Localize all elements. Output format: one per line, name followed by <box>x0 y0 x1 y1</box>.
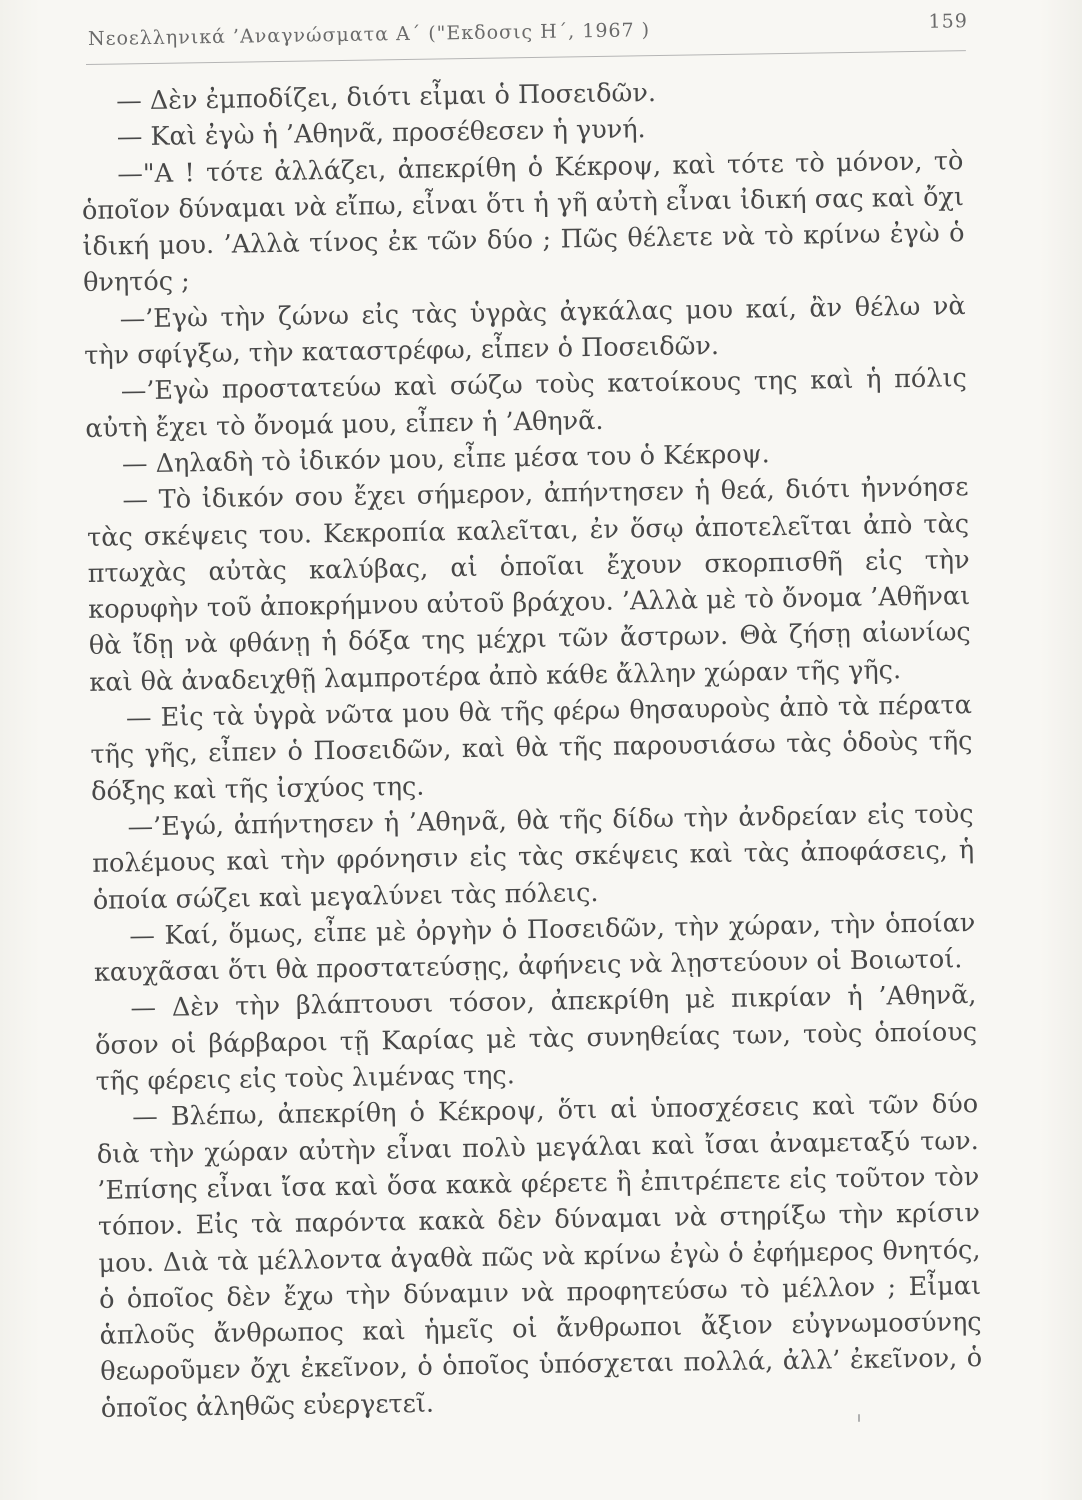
page-number: 159 <box>928 10 969 33</box>
paragraph: — Καὶ ἐγὼ ἡ ’Αθηνᾶ, προσέθεσεν ἡ γυνή. <box>116 114 646 153</box>
running-head <box>88 10 968 52</box>
paragraph: — Δὲν ἐμποδίζει, διότι εἶμαι ὁ Ποσειδῶν. <box>116 77 657 117</box>
paragraph: —’Εγώ, ἀπήντησεν ἡ ’Αθηνᾶ, θὰ τῆς δίδω τὴν ἀνδρείαν εἰς τοὺς πολέμους καὶ τὴν φρόνησιν εἰς τὰς σκέψεις καὶ τὰς ἀποφάσεις, ἡ ὁποία σώζει καὶ μεγαλύνει τὰς πόλεις. <box>92 798 975 916</box>
body-text <box>80 70 983 1424</box>
paragraph: — Δὲν τὴν βλάπτουσι τόσον, ἀπεκρίθη μὲ πικρίαν ἡ ’Αθηνᾶ, ὅσον οἱ βάρβαροι τῇ Καρίας μὲ τὰς συνηθείας των, τοὺς ὁποίους τῆς φέρεις εἰς τοὺς λιμένας της. <box>94 980 978 1097</box>
paragraph: — Εἰς τὰ ὑγρὰ νῶτα μου θὰ τῆς φέρω θησαυροὺς ἀπὸ τὰ πέρατα τῆς γῆς, εἶπεν ὁ Ποσειδῶν, καὶ θὰ τῆς παρουσιάσω τὰς ὁδοὺς τῆς δόξης καὶ τῆς ἰσχύος της. <box>90 690 973 807</box>
paper-speck <box>858 1414 860 1422</box>
paragraph: — Καί, ὅμως, εἶπε μὲ ὀργὴν ὁ Ποσειδῶν, τὴν χώραν, τὴν ὁποίαν καυχᾶσαι ὅτι θὰ προστατεύσῃς, ἀφήνεις νὰ λῃστεύουν οἱ Βοιωτοί. <box>93 907 976 989</box>
paragraph: — Δηλαδὴ τὸ ἰδικόν μου, εἶπε μέσα του ὁ Κέκροψ. <box>121 439 770 480</box>
header-rule <box>86 50 966 65</box>
paragraph: — Τὸ ἰδικόν σου ἔχει σήμερον, ἀπήντησεν ἡ θεά, διότι ἠννόησε τὰς σκέψεις του. Κεκροπία καλεῖται, ἐν ὅσῳ ἀποτελεῖται ἀπὸ τὰς πτωχὰς αὐτὰς καλύβας, αἱ ὁποῖαι ἔχουν σκορπισθῆ εἰς τὴν κορυφὴν τοῦ ἀποκρήμνου αὐτοῦ βράχου. ’Αλλὰ μὲ τὸ ὄνομα ’Αθῆναι θὰ ἴδῃ νὰ φθάνῃ ἡ δόξα της μέχρι τῶν ἄστρων. Θὰ ζήσῃ αἰωνίως καὶ θὰ ἀναδειχθῇ λαμπροτέρα ἀπὸ κάθε ἄλλην χώραν τῆς γῆς. <box>86 472 971 698</box>
paragraph: —’Εγὼ προστατεύω καὶ σώζω τοὺς κατοίκους της καὶ ἡ πόλις αὐτὴ ἔχει τὸ ὄνομά μου, εἶπεν ἡ ’Αθηνᾶ. <box>85 363 967 444</box>
paragraph: —"Α ! τότε ἀλλάζει, ἀπεκρίθη ὁ Κέκροψ, καὶ τότε τὸ μόνον, τὸ ὁποῖον δύναμαι νὰ εἴπω, εἶναι ὅτι ἡ γῆ αὐτὴ εἶναι ἰδική σας καὶ ὄχι ἰδική μου. ’Αλλὰ τίνος ἐκ τῶν δύο ; Πῶς θέλετε νὰ τὸ κρίνω ἐγὼ ὁ θνητός ; <box>81 145 965 299</box>
paragraph: — Βλέπω, ἀπεκρίθη ὁ Κέκροψ, ὅτι αἱ ὑποσχέσεις καὶ τῶν δύο διὰ τὴν χώραν αὐτὴν εἶναι πολὺ μεγάλαι καὶ ἴσαι ἀναμεταξύ των. ’Επίσης εἶναι ἴσα καὶ ὅσα κακὰ φέρετε ἢ ἐπιτρέπετε εἰς τοῦτον τὸν τόπον. Εἰς τὰ παρόντα κακὰ δὲν δύναμαι νὰ στηρίξω τὴν κρίσιν μου. Διὰ τὰ μέλλοντα ἀγαθὰ πῶς νὰ κρίνω ἐγὼ ὁ ἐφήμερος θνητός, ὁ ὁποῖος δὲν ἔχω τὴν δύναμιν νὰ προφητεύσω τὸ μέλλον ; Εἶμαι ἁπλοῦς ἄνθρωπος καὶ ἡμεῖς οἱ ἄνθρωποι ἄξιον εὐγνωμοσύνης θεωροῦμεν ὄχι ἐκεῖνον, ὁ ὁποῖος ὑπόσχεται πολλά, ἀλλ’ ἐκεῖνον, ὁ ὁποῖος ἀληθῶς εὐεργετεῖ. <box>96 1089 983 1424</box>
running-head-title: Νεοελληνικά ’Αναγνώσματα Α΄ ("Εκδοσις Η΄, 1967 ) <box>87 19 651 50</box>
paragraph: —’Εγὼ τὴν ζώνω εἰς τὰς ὑγρὰς ἀγκάλας μου καί, ἂν θέλω νὰ τὴν σφίγξω, τὴν καταστρέφω, εἶπεν ὁ Ποσειδῶν. <box>84 290 966 372</box>
